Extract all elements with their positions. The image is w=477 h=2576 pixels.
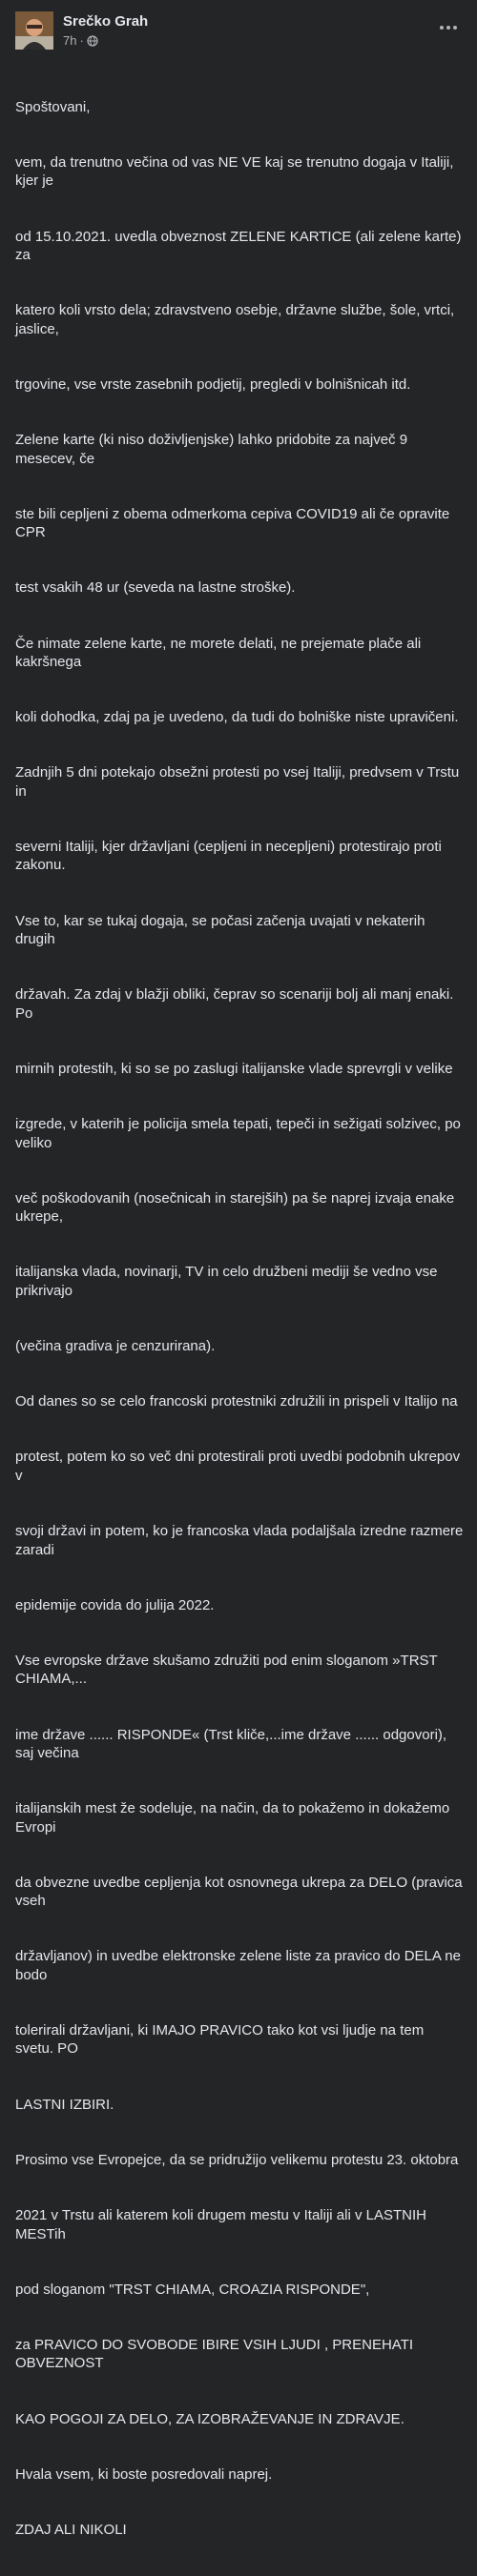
post-line: mirnih protestih, ki so se po zaslugi italijanske vlade sprevrgli v velike bbox=[15, 1060, 453, 1077]
post-line: test vsakih 48 ur (seveda na lastne stroške). bbox=[15, 579, 296, 597]
post-line: Zadnjih 5 dni potekajo obsežni protesti po vsej Italiji, predvsem v Trstu in bbox=[15, 764, 464, 800]
post-line: KAO POGOJI ZA DELO, ZA IZOBRAŽEVANJE IN ZDRAVJE. bbox=[15, 2410, 404, 2427]
post-line: za PRAVICO DO SVOBODE IBIRE VSIH LJUDI , PRENEHATI OBVEZNOST bbox=[15, 2336, 418, 2372]
post-line: da obvezne uvedbe cepljenja kot osnovnega ukrepa za DELO (pravica vseh bbox=[15, 1874, 467, 1910]
post-line: vem, da trenutno večina od vas NE VE kaj se trenutno dogaja v Italiji, kjer je bbox=[15, 154, 458, 190]
post-line: tolerirali državljani, ki IMAJO PRAVICO tako kot vsi ljudje na tem svetu. PO bbox=[15, 2022, 428, 2058]
post-line: ZDAJ ALI NIKOLI bbox=[15, 2522, 127, 2539]
post-author-name[interactable]: Srečko Grah bbox=[63, 13, 149, 30]
meta-separator: · bbox=[79, 33, 84, 48]
post-timestamp[interactable]: 7h bbox=[63, 33, 77, 48]
author-avatar[interactable] bbox=[15, 11, 53, 50]
post-line: ste bili cepljeni z obema odmerkoma cepiva COVID19 ali če opravite CPR bbox=[15, 505, 454, 541]
post-line: koli dohodka, zdaj pa je uvedeno, da tudi do bolniške niste upravičeni. bbox=[15, 709, 459, 726]
post-line: Zelene karte (ki niso doživljenjske) lahko pridobite za največ 9 mesecev, če bbox=[15, 432, 412, 467]
post-line: Če nimate zelene karte, ne morete delati, ne prejemate plače ali kakršnega bbox=[15, 635, 425, 670]
post-line: državljanov) in uvedbe elektronske zelene liste za pravico do DELA ne bodo bbox=[15, 1948, 466, 1983]
post-line: 2021 v Trstu ali katerem koli drugem mestu v Italiji ali v LASTNIH MESTih bbox=[15, 2207, 431, 2242]
post-body bbox=[15, 61, 467, 2576]
post-line: svoji državi in potem, ko je francoska vlada podaljšala izredne razmere zaradi bbox=[15, 1523, 467, 1558]
post-line: Prosimo vse Evropejce, da se pridružijo velikemu protestu 23. oktobra bbox=[15, 2151, 459, 2168]
post-line: protest, potem ko so več dni protestirali proti uvedbi podobnih ukrepov v bbox=[15, 1449, 465, 1484]
more-options-icon[interactable] bbox=[435, 17, 462, 38]
post-line: ime države ...... RISPONDE« (Trst kliče,...ime države ...... odgovori), saj večina bbox=[15, 1726, 451, 1761]
post-line: italijanskih mest že sodeluje, na način, da to pokažemo in dokažemo Evropi bbox=[15, 1800, 454, 1836]
post-line: od 15.10.2021. uvedla obveznost ZELENE KARTICE (ali zelene karte) za bbox=[15, 228, 466, 264]
post-line: Hvala vsem, ki boste posredovali naprej. bbox=[15, 2465, 273, 2483]
post-line: epidemije covida do julija 2022. bbox=[15, 1596, 215, 1613]
post-line: Vse to, kar se tukaj dogaja, se počasi začenja uvajati v nekaterih drugih bbox=[15, 912, 429, 948]
post-line: LASTNI IZBIRI. bbox=[15, 2096, 114, 2113]
post-line: izgrede, v katerih je policija smela tepati, tepeči in sežigati solzivec, po veliko bbox=[15, 1116, 466, 1151]
post-line: Vse evropske države skušamo združiti pod enim sloganom »TRST CHIAMA,... bbox=[15, 1652, 442, 1688]
post-header bbox=[0, 0, 477, 57]
post-line: (večina gradiva je cenzurirana). bbox=[15, 1338, 216, 1355]
globe-icon[interactable] bbox=[87, 35, 98, 47]
post-meta bbox=[63, 33, 98, 48]
post-line: državah. Za zdaj v blažji obliki, čeprav so scenariji bolj ali manj enaki. Po bbox=[15, 986, 458, 1022]
post-line: severni Italiji, kjer državljani (cepljeni in necepljeni) protestirajo proti zakonu. bbox=[15, 839, 446, 874]
post-line: trgovine, vse vrste zasebnih podjetij, pregledi v bolnišnicah itd. bbox=[15, 375, 411, 393]
avatar-image bbox=[15, 11, 53, 50]
post-line: Od danes so se celo francoski protestniki združili in prispeli v Italijo na bbox=[15, 1393, 458, 1410]
post-line: katero koli vrsto dela; zdravstveno osebje, državne službe, šole, vrtci, jaslice, bbox=[15, 302, 459, 337]
post-line: pod sloganom "TRST CHIAMA, CROAZIA RISPONDE", bbox=[15, 2281, 370, 2298]
post-line: italijanska vlada, novinarji, TV in celo družbeni mediji še vedno vse prikrivajo bbox=[15, 1264, 442, 1299]
post-line: več poškodovanih (nosečnicah in starejših) pa še naprej izvaja enake ukrepe, bbox=[15, 1189, 459, 1226]
post-line: Spoštovani, bbox=[15, 98, 91, 115]
